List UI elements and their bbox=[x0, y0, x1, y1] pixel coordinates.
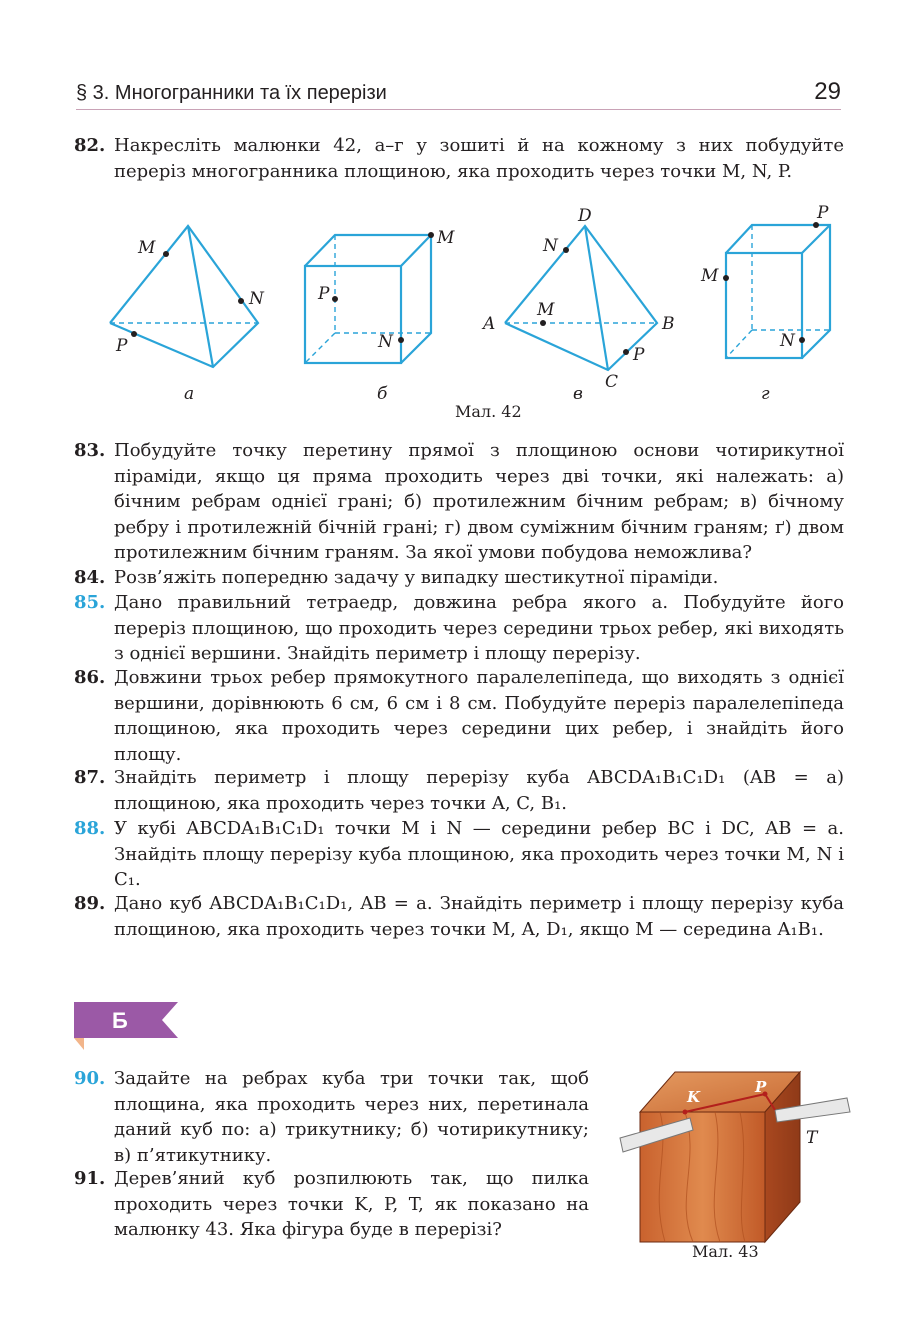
problem-number: 91. bbox=[74, 1168, 106, 1189]
point-m-g bbox=[723, 275, 729, 281]
subfigure-letter-b: б bbox=[377, 384, 388, 404]
fig-g-back-edges bbox=[726, 225, 830, 358]
wooden-cube-illustration bbox=[615, 1060, 855, 1260]
subfigure-letter-v: в bbox=[573, 384, 583, 404]
problem-90 bbox=[74, 1066, 589, 1168]
point-m-v bbox=[540, 320, 546, 326]
problem-text: Задайте на ребрах куба три точки так, щоб площина, яка проходить через них, перетинала даний куб по: а) трикутнику; б) чотирикутнику; в) п’ятикутнику. bbox=[114, 1068, 589, 1166]
problem-number: 88. bbox=[74, 818, 106, 839]
point-p-v bbox=[623, 349, 629, 355]
label-n-g: N bbox=[780, 331, 795, 351]
label-n-a: N bbox=[249, 289, 264, 309]
label-k: K bbox=[687, 1088, 701, 1106]
label-d-v: D bbox=[578, 206, 592, 226]
label-t: T bbox=[806, 1128, 818, 1148]
point-n-v bbox=[563, 247, 569, 253]
problem-85 bbox=[74, 590, 844, 667]
figure-43-caption: Мал. 43 bbox=[692, 1242, 759, 1261]
label-p: P bbox=[755, 1078, 767, 1096]
figure-42-caption: Мал. 42 bbox=[455, 402, 522, 421]
page-header bbox=[76, 78, 841, 110]
problem-91 bbox=[74, 1166, 589, 1243]
problem-number: 89. bbox=[74, 893, 106, 914]
subfigure-letter-a: а bbox=[184, 384, 195, 404]
problem-number: 87. bbox=[74, 767, 106, 788]
point-n-b bbox=[398, 337, 404, 343]
point-n-a bbox=[238, 298, 244, 304]
figure-43 bbox=[615, 1060, 855, 1260]
problem-88 bbox=[74, 816, 844, 893]
fig-a-front-edge bbox=[188, 226, 213, 367]
section-badge-label: Б bbox=[112, 1008, 128, 1033]
problem-83 bbox=[74, 438, 844, 566]
fig-a-solid-edges bbox=[110, 226, 258, 367]
problem-text: Знайдіть периметр і площу перерізу куба ABCDA₁B₁C₁D₁ (AB = a) площиною, яка проходить через точки A, C, B₁. bbox=[114, 767, 844, 814]
subfigure-letter-g: г bbox=[761, 384, 770, 404]
problem-text: Дано правильний тетраедр, довжина ребра якого a. Побудуйте його переріз площиною, що проходить через середини трьох ребер, які виходять з однієї вершини. Знайдіть периметр і площу перерізу. bbox=[114, 592, 844, 665]
point-n-g bbox=[799, 337, 805, 343]
problem-82 bbox=[74, 133, 844, 184]
problem-number: 85. bbox=[74, 592, 106, 613]
problem-text: Розв’яжіть попередню задачу у випадку шестикутної піраміди. bbox=[114, 567, 719, 588]
point-m-b bbox=[428, 232, 434, 238]
point-m-a bbox=[163, 251, 169, 257]
problem-84 bbox=[74, 565, 844, 591]
label-a-v: A bbox=[483, 314, 496, 334]
label-m-b: M bbox=[437, 228, 455, 248]
label-n-b: N bbox=[378, 332, 393, 352]
point-p-a bbox=[131, 331, 137, 337]
header-rule bbox=[76, 109, 841, 110]
problem-number: 83. bbox=[74, 440, 106, 461]
label-m-a: M bbox=[138, 238, 156, 258]
problem-number: 84. bbox=[74, 567, 106, 588]
label-c-v: C bbox=[605, 372, 619, 392]
problem-text: Накресліть малюнки 42, а–г у зошиті й на кожному з них побудуйте переріз многогранника площиною, яка проходить через точки M, N, P. bbox=[114, 135, 844, 182]
label-p-g: P bbox=[817, 203, 829, 223]
problem-text: Довжини трьох ребер прямокутного паралелепіпеда, що виходять з однієї вершини, дорівнюють 6 см, 6 см і 8 см. Побудуйте переріз паралелепіпеда площиною, яка проходить через середини цих ребер, і знайдіть його площу. bbox=[114, 667, 844, 765]
problem-87 bbox=[74, 765, 844, 816]
label-p-v: P bbox=[633, 345, 645, 365]
section-title: § 3. Многогранники та їх перерізи bbox=[76, 82, 387, 104]
problem-text: Дано куб ABCDA₁B₁C₁D₁, AB = a. Знайдіть периметр і площу перерізу куба площиною, яка проходить через точки M, A, D₁, якщо M — середина A₁B₁. bbox=[114, 893, 844, 940]
label-n-v: N bbox=[543, 236, 558, 256]
label-p-b: P bbox=[318, 284, 330, 304]
problem-text: Побудуйте точку перетину прямої з площиною основи чотирикутної піраміди, якщо ця пряма проходить через дві точки, які належать: а) бічним ребрам однієї грані; б) протилежним бічним ребрам; в) бічному ребру і протилежній бічній грані; г) двом суміжним бічним граням; ґ) двом протилежним бічним граням. За якої умови побудова неможлива? bbox=[114, 440, 844, 564]
figure-42-drawings bbox=[100, 198, 860, 428]
problem-number: 90. bbox=[74, 1068, 106, 1089]
problem-number: 82. bbox=[74, 135, 106, 156]
problem-number: 86. bbox=[74, 667, 106, 688]
fig-b-top-right-edge bbox=[401, 235, 431, 266]
problem-89 bbox=[74, 891, 844, 942]
section-badge bbox=[74, 1002, 178, 1054]
label-p-a: P bbox=[116, 336, 128, 356]
problem-text: Дерев’яний куб розпилюють так, що пилка проходить через точки K, P, T, як показано на малюнку 43. Яка фігура буде в перерізі? bbox=[114, 1168, 589, 1241]
fig-v-front-edge bbox=[585, 226, 608, 370]
label-m-g: M bbox=[701, 266, 719, 286]
point-p-b bbox=[332, 296, 338, 302]
problem-86 bbox=[74, 665, 844, 767]
problem-text: У кубі ABCDA₁B₁C₁D₁ точки M і N — середини ребер BC і DC, AB = a. Знайдіть площу перерізу куба площиною, яка проходить через точки M, N і C₁. bbox=[114, 818, 844, 891]
page-number: 29 bbox=[814, 78, 841, 105]
label-b-v: B bbox=[662, 314, 675, 334]
label-m-v: M bbox=[537, 300, 555, 320]
figure-42 bbox=[100, 198, 860, 428]
